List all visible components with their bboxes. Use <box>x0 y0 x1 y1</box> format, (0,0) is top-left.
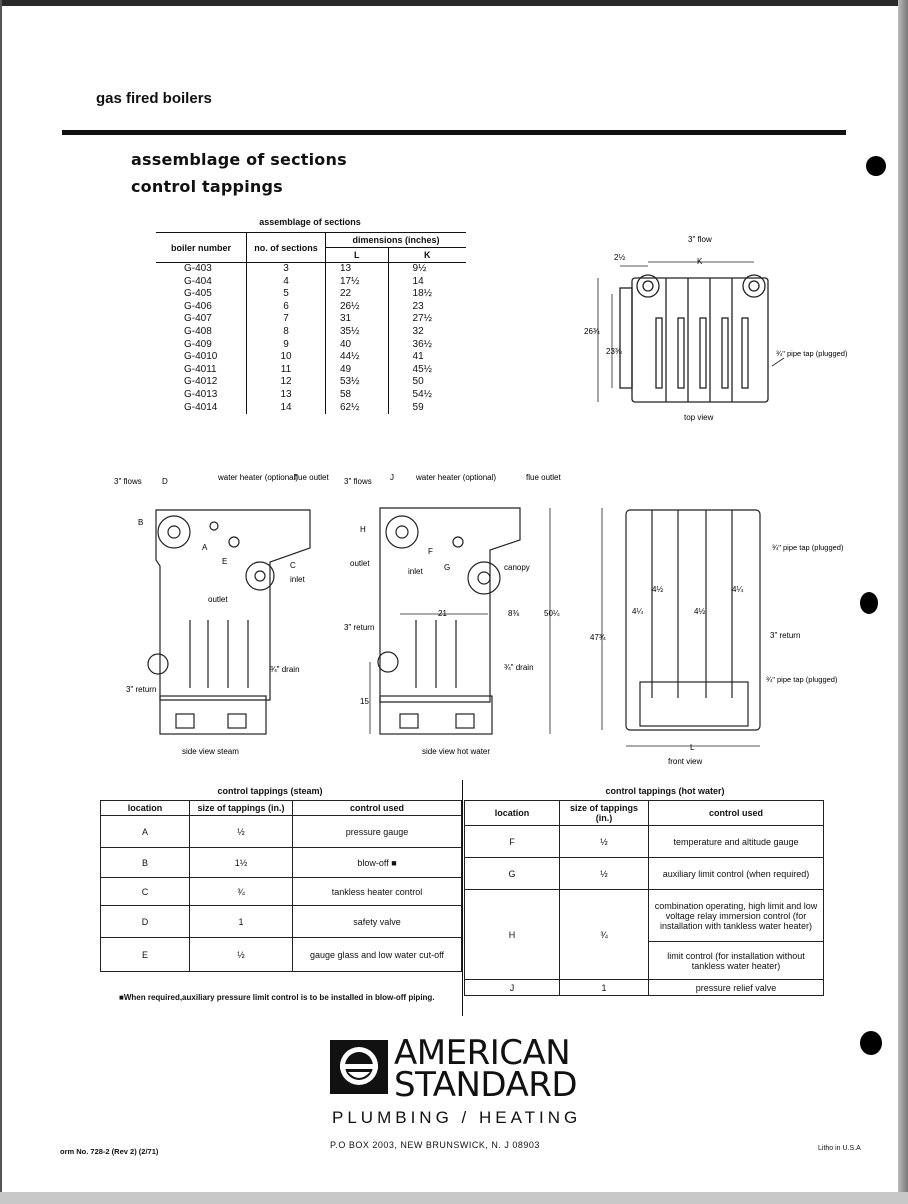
hw-dim-15: 15 <box>360 697 369 706</box>
steam-size-cell: ½ <box>190 816 293 848</box>
table-row <box>156 313 466 326</box>
sections-cell: 14 <box>247 402 326 415</box>
table-row <box>101 816 462 848</box>
steam-d-label: D <box>162 477 168 486</box>
sections-cell: 13 <box>247 389 326 402</box>
sections-cell: 12 <box>247 376 326 389</box>
table-row <box>156 326 466 339</box>
tables-divider <box>462 780 463 1016</box>
hw-location-cell: G <box>465 858 560 890</box>
steam-header-control: control used <box>293 801 462 816</box>
table-row <box>156 276 466 289</box>
l-cell: 22 <box>326 288 389 301</box>
scan-frame-left <box>0 0 2 1204</box>
steam-location-cell: D <box>101 906 190 938</box>
side-view-steam-drawing <box>110 470 330 770</box>
header-sections: no. of sections <box>247 233 326 263</box>
hw-header-control: control used <box>649 801 824 826</box>
front-dim-4-25-b: 4¼ <box>732 585 744 594</box>
table-row <box>101 906 462 938</box>
form-number: orm No. 728-2 (Rev 2) (2/71) <box>60 1147 159 1156</box>
top-view-flow-label: 3" flow <box>688 235 712 244</box>
hw-canopy-label: canopy <box>504 563 530 572</box>
brand-line-2: STANDARD <box>394 1065 578 1105</box>
table-row <box>156 301 466 314</box>
table-row <box>156 402 466 415</box>
running-head: gas fired boilers <box>96 90 212 107</box>
k-cell: 50 <box>388 376 466 389</box>
steam-caption: side view steam <box>182 747 239 756</box>
hw-control-cell: combination operating, high limit and low voltage relay immersion control (for installation with tankless water heater) <box>649 890 824 942</box>
hw-control-cell: pressure relief valve <box>649 980 824 996</box>
sections-cell: 11 <box>247 364 326 377</box>
hw-flue-outlet-label: flue outlet <box>526 473 561 482</box>
header-dimensions: dimensions (inches) <box>326 233 467 248</box>
steam-location-cell: B <box>101 848 190 878</box>
sections-cell: 8 <box>247 326 326 339</box>
sections-cell: 5 <box>247 288 326 301</box>
hw-location-cell: J <box>465 980 560 996</box>
table-row <box>465 890 824 942</box>
assemblage-table-body <box>156 263 466 415</box>
top-view-dim-26-75: 26¾ <box>584 327 600 336</box>
table-row <box>156 288 466 301</box>
boiler-cell: G-408 <box>184 325 212 337</box>
l-cell: 53½ <box>326 376 389 389</box>
hw-header-size: size of tappings (in.) <box>560 801 649 826</box>
boiler-cell: G-406 <box>184 300 212 312</box>
k-cell: 9½ <box>388 263 466 276</box>
steam-size-cell: ½ <box>190 938 293 972</box>
steam-water-heater-label: water heater (optional) <box>218 473 299 482</box>
binder-hole-icon <box>860 592 878 614</box>
boiler-cell: G-403 <box>184 263 212 274</box>
front-view-caption: front view <box>668 757 703 766</box>
top-view-caption: top view <box>684 413 714 422</box>
l-cell: 17½ <box>326 276 389 289</box>
sections-cell: 9 <box>247 339 326 352</box>
hot-water-table <box>464 800 824 996</box>
l-cell: 62½ <box>326 402 389 415</box>
brand-address: P.O BOX 2003, NEW BRUNSWICK, N. J 08903 <box>330 1140 540 1150</box>
hw-table-caption: control tappings (hot water) <box>605 786 725 796</box>
table-row <box>101 848 462 878</box>
steam-size-cell: 1½ <box>190 848 293 878</box>
binder-hole-icon <box>860 1031 882 1055</box>
steam-table-body <box>101 816 462 972</box>
hw-location-cell: F <box>465 826 560 858</box>
steam-size-cell: ¾ <box>190 878 293 906</box>
boiler-cell: G-4010 <box>184 351 218 363</box>
hw-size-cell: ½ <box>560 858 649 890</box>
k-cell: 36½ <box>388 339 466 352</box>
brand-line-1: AMERICAN <box>394 1033 571 1073</box>
sections-cell: 7 <box>247 313 326 326</box>
steam-drain-label: ¾" drain <box>270 665 300 674</box>
sections-cell: 10 <box>247 351 326 364</box>
hw-header-location: location <box>465 801 560 826</box>
hw-dim-8-375: 8⅜ <box>508 609 520 618</box>
steam-flue-outlet-label: flue outlet <box>294 473 329 482</box>
hw-j-label: J <box>390 473 394 482</box>
k-cell: 59 <box>388 402 466 415</box>
boiler-cell: G-4013 <box>184 388 218 400</box>
front-dim-4-5-a: 4½ <box>652 585 664 594</box>
top-view-pipe-tap-label: ¾" pipe tap (plugged) <box>776 349 848 358</box>
k-cell: 45½ <box>388 364 466 377</box>
front-pipe-tap-top-label: ¾" pipe tap (plugged) <box>772 543 844 552</box>
front-dim-4-5-b: 4½ <box>694 607 706 616</box>
scan-frame-top <box>0 0 908 6</box>
scan-frame-right <box>898 0 908 1204</box>
table-row <box>156 339 466 352</box>
k-cell: 32 <box>388 326 466 339</box>
steam-control-cell: safety valve <box>293 906 462 938</box>
header-rule <box>62 130 846 135</box>
steam-footnote: ■When required,auxiliary pressure limit control is to be installed in blow-off piping. <box>119 993 435 1002</box>
boiler-cell: G-405 <box>184 288 212 300</box>
steam-outlet-label: outlet <box>208 595 228 604</box>
boiler-cell: G-4014 <box>184 401 218 413</box>
steam-return-label: 3" return <box>126 685 157 694</box>
table-row <box>156 389 466 402</box>
steam-header-location: location <box>101 801 190 816</box>
boiler-cell: G-409 <box>184 338 212 350</box>
front-dim-47-75: 47¾ <box>590 633 606 642</box>
boiler-cell: G-4012 <box>184 376 218 388</box>
table-row <box>101 878 462 906</box>
steam-control-cell: pressure gauge <box>293 816 462 848</box>
table-row <box>156 351 466 364</box>
made-in-note: Litho in U.S.A <box>818 1145 861 1152</box>
hw-inlet-label: inlet <box>408 567 423 576</box>
header-l: L <box>326 248 389 263</box>
l-cell: 58 <box>326 389 389 402</box>
table-row <box>156 364 466 377</box>
boiler-cell: G-407 <box>184 313 212 325</box>
top-view-dim-23-375: 23⅜ <box>606 347 622 356</box>
binder-hole-icon <box>866 156 886 176</box>
hw-control-cell: auxiliary limit control (when required) <box>649 858 824 890</box>
steam-table-caption: control tappings (steam) <box>217 786 323 796</box>
boiler-cell: G-4011 <box>184 363 217 375</box>
steam-a-label: A <box>202 543 208 552</box>
l-cell: 44½ <box>326 351 389 364</box>
table-row <box>101 938 462 972</box>
hw-control-cell-alt: limit control (for installation without tankless water heater) <box>649 942 824 980</box>
steam-header-size: size of tappings (in.) <box>190 801 293 816</box>
table-row <box>465 858 824 890</box>
steam-b-label: B <box>138 518 144 527</box>
sections-cell: 3 <box>247 263 326 276</box>
steam-location-cell: A <box>101 816 190 848</box>
hw-dim-50-25: 50¼ <box>544 609 560 618</box>
k-cell: 54½ <box>388 389 466 402</box>
l-cell: 49 <box>326 364 389 377</box>
k-cell: 27½ <box>388 313 466 326</box>
front-view-drawing <box>582 498 852 770</box>
steam-table <box>100 800 462 972</box>
hw-dim-21: 21 <box>438 609 447 618</box>
top-view-k-label: K <box>697 257 703 266</box>
side-view-hot-water-drawing <box>340 470 570 770</box>
hw-f-label: F <box>428 547 433 556</box>
assemblage-table <box>156 232 466 414</box>
header-k: K <box>388 248 466 263</box>
sections-cell: 6 <box>247 301 326 314</box>
front-dim-4-25-a: 4¼ <box>632 607 644 616</box>
section-title-assemblage: assemblage of sections <box>131 150 347 169</box>
l-cell: 40 <box>326 339 389 352</box>
section-title-control-tappings: control tappings <box>131 177 283 196</box>
k-cell: 14 <box>388 276 466 289</box>
table-row <box>156 376 466 389</box>
steam-control-cell: tankless heater control <box>293 878 462 906</box>
hw-control-cell: temperature and altitude gauge <box>649 826 824 858</box>
front-pipe-tap-bottom-label: ¾" pipe tap (plugged) <box>766 675 838 684</box>
sections-cell: 4 <box>247 276 326 289</box>
steam-location-cell: E <box>101 938 190 972</box>
table-row <box>465 826 824 858</box>
k-cell: 23 <box>388 301 466 314</box>
steam-c-label: C <box>290 561 296 570</box>
assemblage-table-caption: assemblage of sections <box>259 217 361 227</box>
l-cell: 35½ <box>326 326 389 339</box>
steam-flows-label: 3" flows <box>114 477 142 486</box>
hw-size-cell: 1 <box>560 980 649 996</box>
steam-inlet-label: inlet <box>290 575 305 584</box>
hw-return-label: 3" return <box>344 623 375 632</box>
k-cell: 41 <box>388 351 466 364</box>
hw-location-cell: H <box>465 890 560 980</box>
hw-caption: side view hot water <box>422 747 491 756</box>
hw-water-heater-label: water heater (optional) <box>416 473 497 482</box>
l-cell: 31 <box>326 313 389 326</box>
header-boiler-number: boiler number <box>156 233 247 263</box>
l-cell: 13 <box>326 263 389 276</box>
scan-frame-bottom <box>0 1192 908 1204</box>
steam-control-cell: gauge glass and low water cut-off <box>293 938 462 972</box>
brand-tagline: PLUMBING / HEATING <box>332 1108 582 1127</box>
hw-size-cell: ½ <box>560 826 649 858</box>
hw-drain-label: ¾" drain <box>504 663 534 672</box>
steam-e-label: E <box>222 557 228 566</box>
american-standard-logo-icon <box>330 1040 388 1094</box>
table-row <box>156 263 466 276</box>
hw-g-label: G <box>444 563 451 572</box>
l-cell: 26½ <box>326 301 389 314</box>
hw-h-label: H <box>360 525 366 534</box>
hw-size-cell: ¾ <box>560 890 649 980</box>
steam-control-cell: blow-off ■ <box>293 848 462 878</box>
hw-outlet-label: outlet <box>350 559 370 568</box>
front-l-label: L <box>690 743 695 752</box>
k-cell: 18½ <box>388 288 466 301</box>
top-view-drawing <box>576 230 866 430</box>
top-view-dim-2-5: 2½ <box>614 253 626 262</box>
steam-size-cell: 1 <box>190 906 293 938</box>
front-return-label: 3" return <box>770 631 801 640</box>
hw-flows-label: 3" flows <box>344 477 372 486</box>
boiler-cell: G-404 <box>184 275 212 287</box>
table-row <box>465 980 824 996</box>
steam-location-cell: C <box>101 878 190 906</box>
